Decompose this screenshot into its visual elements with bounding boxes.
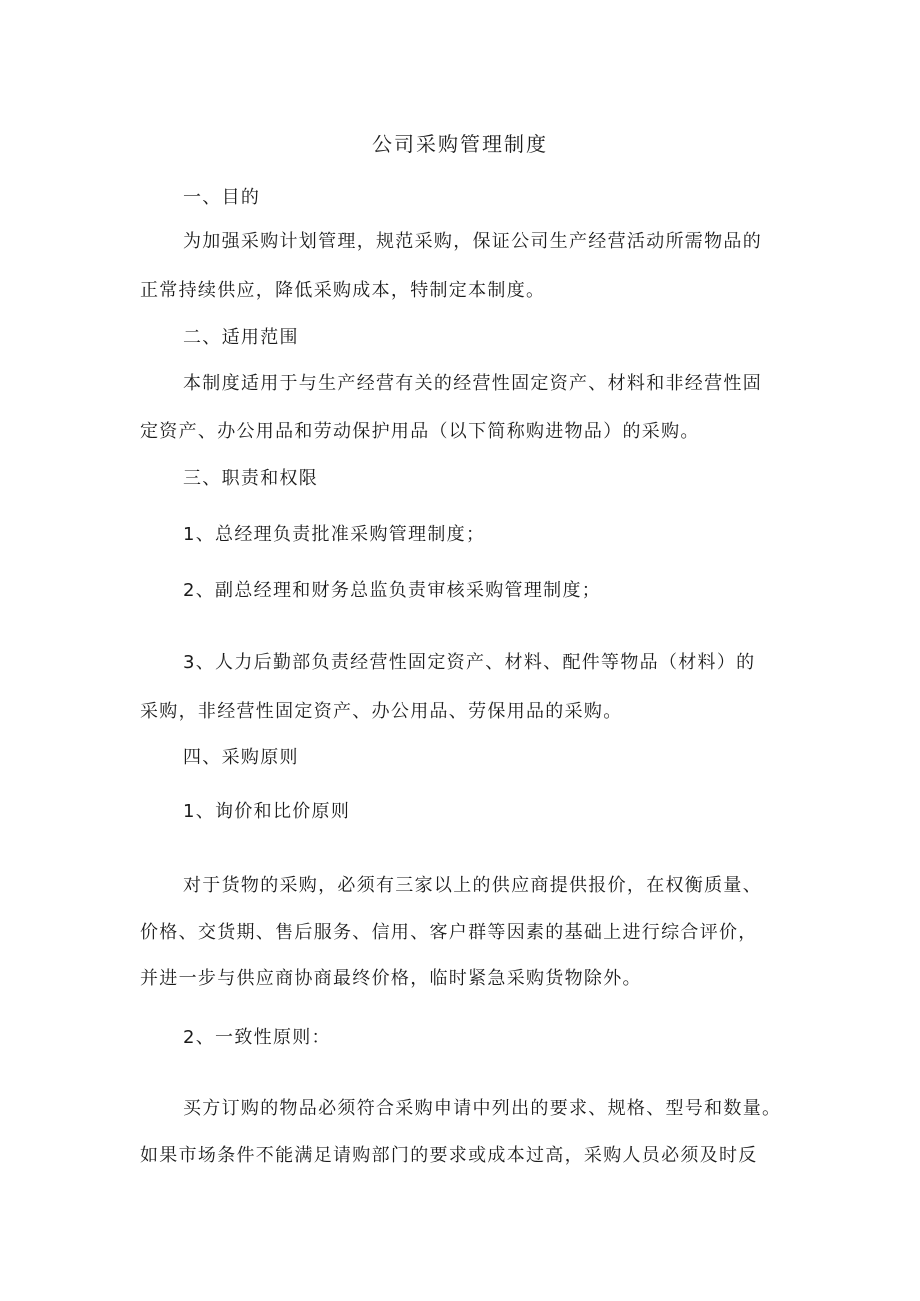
duties-item-3-line-1: 3、人力后勤部负责经营性固定资产、材料、配件等物品（材料）的 xyxy=(183,652,756,673)
purpose-line-1: 为加强采购计划管理，规范采购，保证公司生产经营活动所需物品的 xyxy=(183,231,762,252)
document-title: 公司采购管理制度 xyxy=(372,132,548,156)
scope-line-2: 定资产、办公用品和劳动保护用品（以下简称购进物品）的采购。 xyxy=(140,421,700,442)
duties-item-2: 2、副总经理和财务总监负责审核采购管理制度； xyxy=(183,580,602,601)
section-heading-principles: 四、采购原则 xyxy=(183,747,299,768)
duties-item-3-line-2: 采购，非经营性固定资产、办公用品、劳保用品的采购。 xyxy=(140,701,623,722)
principle-1-line-2: 价格、交货期、售后服务、信用、客户群等因素的基础上进行综合评价， xyxy=(140,922,758,943)
principle-2-line-1: 买方订购的物品必须符合采购申请中列出的要求、规格、型号和数量。 xyxy=(183,1098,782,1119)
principle-1-line-1: 对于货物的采购，必须有三家以上的供应商提供报价，在权衡质量、 xyxy=(183,875,762,896)
principle-1-heading: 1、询价和比价原则 xyxy=(183,801,351,822)
scope-line-1: 本制度适用于与生产经营有关的经营性固定资产、材料和非经营性固 xyxy=(183,373,762,394)
principle-1-line-3: 并进一步与供应商协商最终价格，临时紧急采购货物除外。 xyxy=(140,968,642,989)
section-heading-purpose: 一、目的 xyxy=(183,187,261,208)
section-heading-duties: 三、职责和权限 xyxy=(183,468,319,489)
purpose-line-2: 正常持续供应，降低采购成本，特制定本制度。 xyxy=(140,280,546,301)
duties-item-1: 1、总经理负责批准采购管理制度； xyxy=(183,524,486,545)
section-heading-scope: 二、适用范围 xyxy=(183,327,299,348)
principle-2-heading: 2、一致性原则： xyxy=(183,1027,331,1048)
principle-2-line-2: 如果市场条件不能满足请购部门的要求或成本过高，采购人员必须及时反 xyxy=(140,1145,758,1166)
